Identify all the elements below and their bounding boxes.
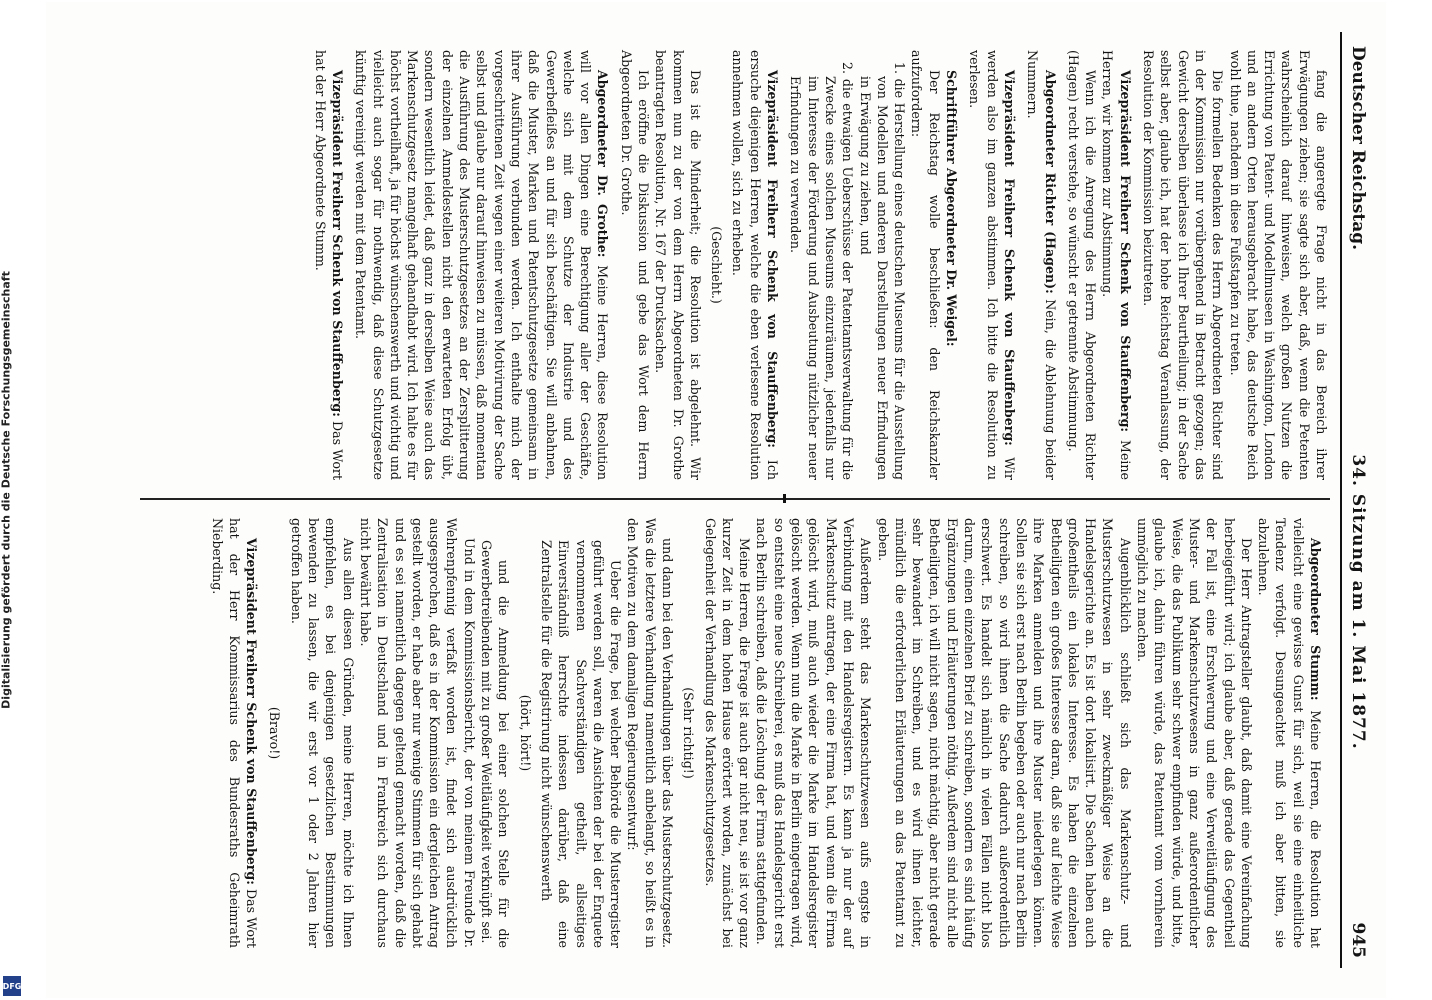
paragraph-text: 2. die etwaigen Ueberschüsse der Patentamtsverwaltung für die Zwecke eines solchen Museums einzuräumen, jedenfalls nur im Interesse der Förderung und Ausbeutung nützlicher neuer Erfindungen zu verwenden. (788, 62, 856, 480)
interjection (708, 50, 725, 480)
paragraph-text: Ich eröffne die Diskussion und gebe das Wort dem Herrn Abgeordneten Dr. Grothe. (618, 50, 652, 480)
header-center: 34. Sitzung am 1. Mai 1877. (1348, 454, 1368, 750)
left-column (311, 50, 1330, 480)
list-item (787, 62, 856, 480)
paragraph-text: 1. die Herstellung eines deutschen Museums für die Ausstellung von Modellen und anderen Darstellungen neuer Erfindungen in Erwägung zu ziehen, und (857, 62, 908, 480)
paragraph (729, 50, 781, 480)
paragraph-text: und dann bei den Verhandlungen über das Musterschutzgesetz. Was die letztere Verhandlung namentlich anbelangt, so heißt es in den Motiven zu dem damaligen Regierungsentwurf: (625, 518, 676, 948)
scanned-page (46, 2, 1386, 998)
digitization-sidebar (0, 0, 26, 1000)
interjection-text: (hört, hört!) (517, 694, 533, 772)
paragraph (966, 50, 1018, 480)
column-divider-mark (783, 494, 786, 503)
paragraph-text: Der Reichstag wolle beschließen: den Reichskanzler aufzufordern: (909, 50, 942, 480)
dfg-logo: DFG (3, 976, 21, 996)
paragraph (352, 50, 611, 480)
paragraph-text: Aus allen diesen Gründen, meine Herren, möchte ich Ihnen empfehlen, es bei denjenigen gesetzlichen Bestimmungen bewenden zu lassen, die wir erst vor 1 oder 2 Jahren hier getroffen haben. (288, 518, 356, 948)
paragraph (1065, 50, 1100, 480)
paragraph-text: Meine Herren, die Resolution hat vielleicht eine gewisse Gunst für sich, weil sie eine einheitliche Tendenz verfolgt. Desungeachtet muß ich aber bitten, sie abzulehnen. (1256, 518, 1323, 948)
speaker-name: Abgeordneter Dr. Grothe: (595, 70, 611, 258)
speaker-name: Schriftführer Abgeordneter Dr. Weigel: (944, 70, 960, 347)
paragraph-text: Augenblicklich schließt sich das Markenschutz- und Musterschutzwesen in sehr zweckmäßiger Weise an die Handelsgerichte an. Es ist dort lokalisirt. Die Sachen haben auch großentheils ein lokales Interesse. Es haben die einzelnen Betheiligten ein großes Interesse daran, daß sie auf leichte Weise ihre Marken anmelden und ihre Muster niederlegen können. Sollen sie sich erst nach Berlin begeben oder auch nur nach Berlin schreiben, so wird ihnen die Sache dadurch außerordentlich erschwert. Es handelt sich nämlich in vielen Fällen nicht blos darum, einen einzelnen Brief zu schreiben, sondern es sind häufig Ergänzungen und Erläuterungen nöthig. Außerdem sind nicht alle Betheiligten, ich will nicht sagen, nicht mächtig, aber nicht gerade sehr bewandert im Schreiben, und es wird ihnen leichter, mündlich die erforderlichen Erläuterungen an das Patentamt zu geben. (875, 518, 1133, 948)
list-item (856, 62, 908, 480)
paragraph-text: Wir werden also im ganzen abstimmen. Ich bitte die Resolution zu verlesen. (967, 50, 1017, 480)
speaker-name: Abgeordneter Stumm: (1308, 538, 1323, 701)
paragraph (617, 50, 652, 480)
speaker-name: Vizepräsident Freiherr Schenk von Stauffenberg: (1117, 70, 1133, 433)
paragraph (1255, 518, 1324, 948)
paragraph (908, 50, 943, 480)
paragraph (1134, 518, 1255, 948)
speaker-name: Vizepräsident Freiherr Schenk von Stauffenberg: (244, 538, 260, 885)
digitization-credit-text: Digitalisierung gefördert durch die Deutsche Forschungsgemeinschaft (0, 271, 13, 709)
right-column (208, 518, 1330, 948)
paragraph-text: Nein, die Ablehnung beider Nummern. (1025, 50, 1058, 481)
quotation (478, 540, 513, 948)
paragraph-text: und die Anmeldung bei einer solchen Stelle für die Gewerbetreibenden mit zu großer Weitläufigkeit verknüpft sei. (479, 540, 512, 948)
paragraph-text: Der Herr Antragsteller glaubt, daß damit eine Vereinfachung herbeigeführt wird; ich glaube aber, daß gerade das Gegentheil der Fall ist, eine Erschwerung und eine Verweitläufigung des Muster- und Markenschutzwesens in ganz außerordentlicher Weise, die das Publikum sehr schwer empfinden würde, und bitte, glaube ich, dahin führen würde, das Patentamt vom vornherein unmöglich zu machen. (1135, 518, 1254, 948)
paragraph (753, 518, 874, 948)
speaker-name: Abgeordneter Richter (Hagen): (1042, 70, 1058, 294)
paragraph (652, 50, 704, 480)
paragraph-text: Wenn ich die Anregung des Herrn Abgeordneten Richter (Hagen) recht verstehe, so wünscht er getrennte Abstimmung. (1065, 50, 1099, 480)
paragraph (357, 518, 478, 948)
paragraph (1140, 50, 1226, 480)
interjection (680, 518, 697, 948)
paragraph-text: Ueber die Frage, bei welcher Behörde die Musterregister geführt werden soll, waren die Ansichten der bei der Enquete vernommenen Sachverständigen getheilt, allseitiges Einverständniß herrschte indessen darüber, daß eine Zentralstelle für die Registrirung nicht wünschenswerth (538, 540, 624, 948)
header-left: Deutscher Reichstag. (1348, 46, 1368, 251)
paragraph-text: Meine Herren, wir kommen zur Abstimmung. (1100, 50, 1133, 480)
paragraph (287, 518, 356, 948)
interjection (266, 518, 283, 948)
paragraph-text: Außerdem steht das Markenschutzwesen aufs engste in Verbindung mit den Handelsregistern. Es kann ja nur der auf Markenschutz antragen, der eine Firma hat, und wenn die Firma gelöscht wird, muß auch wieder die Marke im Handelsregister gelöscht werden. Wenn nun die Marke in Berlin eingetragen wird, so entsteht eine neue Schreiberei, es muß das Handelsgericht erst nach Berlin schreiben, daß die Löschung der Firma stattgefunden. (754, 518, 874, 948)
paragraph-text: Das Wort hat der Herr Abgeordnete Stumm. (312, 50, 345, 480)
paragraph-text: Meine Herren, diese Resolution will vor allen Dingen eine Berechtigung aller der Geschäfte, welche sich mit dem Schutze der Industrie und des Gewerbefleißes an und für sich beschäftigen. Sie will anbahnen, daß die Muster, Marken und Patentschutzgesetze gemeinsam in ihrer Ausführung verbunden werden. Ich enthalte mich der vorgeschrittenen Zeit wegen einer weiteren Motivirung der Sache selbst und glaube nur darauf hinweisen zu müssen, daß momentan die Ausführung des Musterschutzgesetzes an der Zersplitterung der einzelnen Anmeldestellen nicht den erwarteten Erfolg übt, sondern wesentlich leidet, daß ganz in derselben Weise auch das Markenschutzgesetz mangelhaft gehandhabt wird. Ich halte es für höchst vortheilhaft, ja für höchst wünschenswerth und wichtig und vielleicht auch sogar für nothwendig, daß diese Schutzgesetze künftig vereinigt werden mit dem Patentamt. (353, 50, 611, 480)
paragraph (624, 518, 676, 948)
paragraph (874, 518, 1133, 948)
paragraph-text: Und in dem Kommissionsbericht, der von meinem Freunde Dr. Wehrenpfennig verfaßt worden ist, findet sich ausdrücklich ausgesprochen, daß es in der Kommission ein dergleichen Antrag gestellt worden, er habe aber nur wenige Stimmen für sich gehabt und es sei namentlich dagegen geltend gemacht worden, daß die Zentralisation in Deutschland und in Frankreich sich durchaus nicht bewährt habe. (357, 518, 477, 948)
interjection-text: (Sehr richtig!) (681, 687, 697, 779)
paragraph (943, 50, 960, 480)
paragraph (701, 518, 753, 948)
paragraph-text: fang die angeregte Frage nicht in das Bereich ihrer Erwägungen ziehen; sie sagte sich aber, daß, wenn die Petenten wahrscheinlich darauf hinweisen, welch großen Nutzen die Errichtung von Patent- und Modellmuseen in Washington, London und an andern Orten herausgebracht habe, das deutsche Reich wohl thue, nachdem in diese Fußstapfen zu treten. (1227, 50, 1329, 480)
paragraph (1226, 50, 1330, 480)
speaker-name: Vizepräsident Freiherr Schenk von Stauffenberg: (765, 70, 781, 448)
paragraph-text: Das ist die Minderheit; die Resolution ist abgelehnt. Wir kommen nun zu der von dem Herrn Abgeordneten Dr. Grothe beantragten Resolution, Nr. 167 der Drucksachen. (653, 50, 703, 480)
paragraph-text: Ich ersuche diejenigen Herren, welche die eben verlesene Resolution annehmen wollen, sich zu erheben. (730, 50, 781, 480)
paragraph (311, 50, 346, 480)
paragraph (1099, 50, 1134, 480)
speaker-name: Vizepräsident Freiherr Schenk von Stauffenberg: (1001, 70, 1017, 446)
paragraph (1024, 50, 1059, 480)
paragraph-text: Die formellen Bedenken des Herrn Abgeordneten Richter sind in der Kommission nur vorübergehend in Betracht gezogen; das Gewicht derselben überlasse ich Ihrer Beurtheilung; in der Sache selbst aber, glaube ich, hat der hohe Reichstag Veranlassung, der Resolution der Kommission beizutreten. (1141, 50, 1226, 480)
paragraph (208, 518, 260, 948)
digitization-credit (0, 10, 16, 970)
interjection (516, 518, 533, 948)
paragraph-text: Das Wort hat der Herr Kommissarius des Bundesraths Geheimrath Nieberding. (209, 518, 260, 948)
interjection-text: (Bravo!) (267, 706, 283, 760)
paragraph-text: Meine Herren, die Frage ist auch gar nicht neu, sie ist vor ganz kurzer Zeit in dem hohen Hause erörtert worden, zunächst bei Gelegenheit der Verhandlung des Markenschutzgesetzes. (702, 518, 753, 948)
column-divider (140, 498, 1330, 500)
page-number: 945 (1348, 922, 1368, 958)
speaker-name: Vizepräsident Freiherr Schenk von Stauffenberg: (329, 70, 345, 417)
interjection-text: (Geschieht.) (709, 226, 725, 304)
header-rule (1340, 32, 1342, 968)
quotation (538, 540, 624, 948)
